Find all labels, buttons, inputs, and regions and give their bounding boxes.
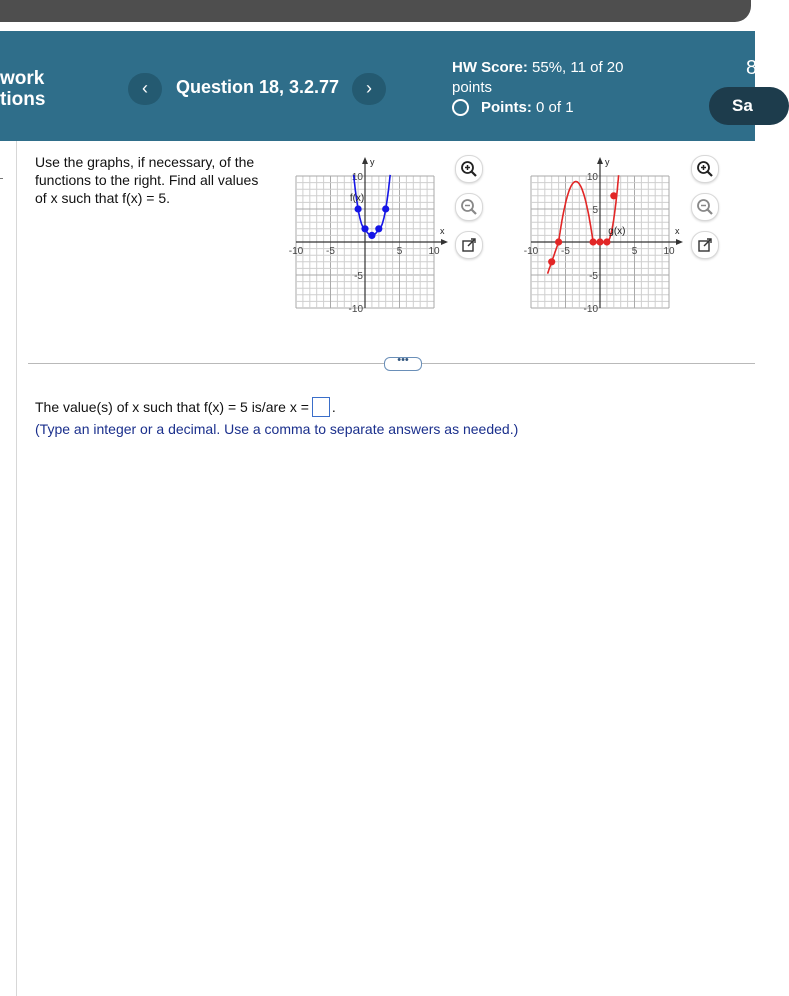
answer-hint: (Type an integer or a decimal. Use a comma to separate answers as needed.) [35,421,519,437]
data-point [596,238,603,245]
data-point [555,238,562,245]
data-point [382,205,389,212]
graph-g-zoom-out-button[interactable] [691,193,719,221]
y-tick-label: 5 [592,205,598,216]
data-point [610,192,617,199]
x-tick-label: 5 [396,246,403,257]
save-button[interactable]: Sa [709,87,789,125]
hw-score: HW Score: 55%, 11 of 20 points [452,59,624,96]
y-axis-label: y [605,157,610,167]
menu-icon[interactable]: 8 [746,57,758,79]
x-tick-label: -5 [561,246,570,257]
left-border [16,141,17,996]
zoom-out-icon [696,198,714,216]
y-axis-arrow [362,157,368,164]
x-tick-label: 10 [428,246,440,257]
y-tick-label: -5 [589,271,598,282]
graph-f-zoom-in-button[interactable] [455,155,483,183]
x-tick-label: -10 [523,246,539,257]
y-tick-label: -5 [354,271,363,282]
next-question-button[interactable] [352,73,386,105]
x-axis-arrow [441,239,448,245]
points-status: Points: 0 of 1 [452,99,574,116]
x-axis-label: x [440,226,445,236]
graph-g-expand-button[interactable] [691,231,719,259]
question-prompt: Use the graphs, if necessary, of the functions to the right. Find all values of x such that f(x) = 5. [35,154,259,206]
data-point [361,225,368,232]
y-tick-label: -10 [583,304,598,315]
chevron-right-icon: › [366,78,372,98]
question-header [0,31,758,141]
function-label: f(x) [349,193,365,205]
zoom-in-icon [460,160,478,178]
data-point [603,238,610,245]
x-tick-label: 10 [663,246,675,257]
data-point [375,225,382,232]
previous-question-button[interactable] [128,73,162,105]
x-axis-arrow [676,239,683,245]
question-title: Question 18, 3.2.77 [176,77,340,97]
graph-f-zoom-out-button[interactable] [455,193,483,221]
answer-line [35,397,336,417]
data-point [355,205,362,212]
expand-graph-icon [696,236,714,254]
data-point [548,258,555,265]
graph-f [288,153,458,315]
homework-title[interactable]: work tions [0,68,46,110]
x-axis-label: x [675,226,680,236]
expand-graph-icon [460,236,478,254]
graph-g-zoom-in-button[interactable] [691,155,719,183]
y-tick-label: 10 [351,172,363,183]
zoom-out-icon [460,198,478,216]
answer-prefix: The value(s) of x such that f(x) = 5 is/are x = [35,399,309,415]
zoom-in-icon [696,160,714,178]
edge-mark [0,178,3,179]
graph-f-expand-button[interactable] [455,231,483,259]
browser-top-bar [0,0,751,22]
data-point [590,238,597,245]
show-more-button[interactable]: ••• [384,357,422,371]
answer-input[interactable] [312,397,330,417]
data-point [368,232,375,239]
y-tick-label: 10 [586,172,598,183]
status-circle-icon [452,99,469,116]
chevron-left-icon: ‹ [142,78,148,98]
graph-g [523,153,693,315]
x-tick-label: 5 [631,246,638,257]
function-label: g(x) [608,226,626,238]
y-axis-arrow [597,157,603,164]
answer-suffix: . [331,399,336,415]
x-tick-label: -5 [326,246,335,257]
y-tick-label: -10 [348,304,363,315]
y-axis-label: y [370,157,375,167]
x-tick-label: -10 [288,246,304,257]
